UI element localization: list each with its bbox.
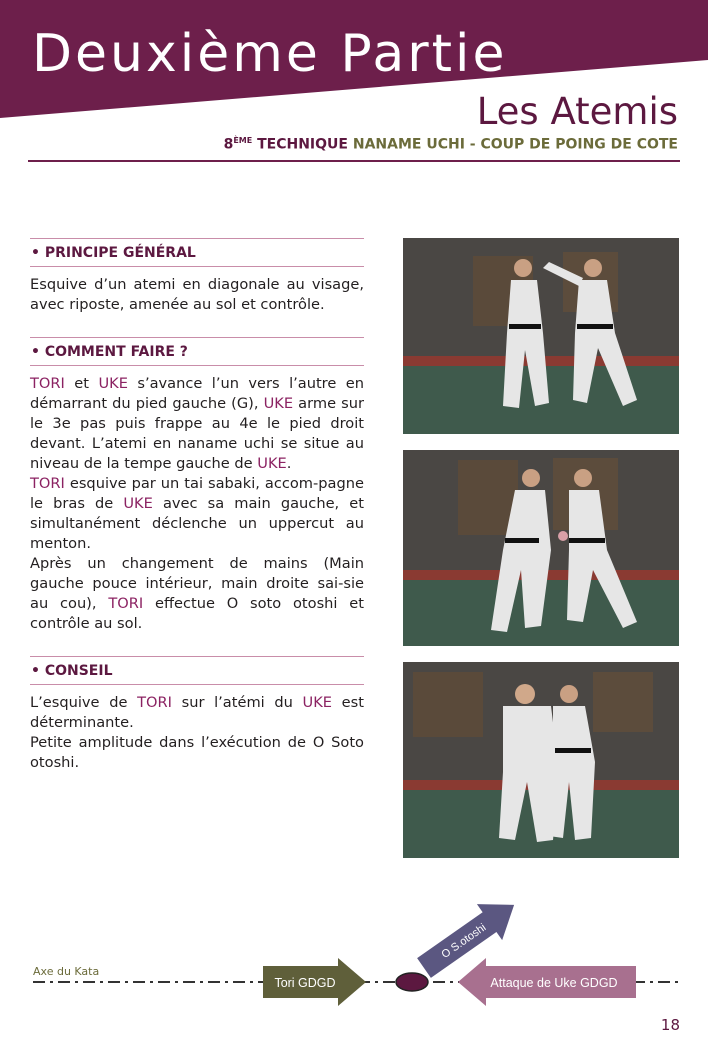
comment-heading: • COMMENT FAIRE ? bbox=[30, 337, 364, 366]
text-run: sur l’atémi du bbox=[171, 694, 303, 711]
technique-word: TECHNIQUE bbox=[257, 136, 348, 153]
tori-name: TORI bbox=[108, 595, 144, 612]
text-run: effectue O soto otoshi et contrôle au sol. bbox=[30, 595, 364, 632]
conseil-heading: • CONSEIL bbox=[30, 656, 364, 685]
principe-heading: • PRINCIPE GÉNÉRAL bbox=[30, 238, 364, 267]
text-column bbox=[30, 238, 364, 773]
uke-name: UKE bbox=[98, 375, 128, 392]
text-run: avec sa main gauche, et simultanément déclenche un uppercut au menton. bbox=[30, 495, 364, 552]
principe-body bbox=[30, 275, 364, 315]
text-run: et bbox=[64, 375, 99, 392]
technique-photo-3 bbox=[403, 662, 679, 858]
axis-label: Axe du Kata bbox=[33, 965, 100, 978]
conseil-paragraph-2: Petite amplitude dans l’exécution de O Soto otoshi. bbox=[30, 734, 364, 771]
section-title: Les Atemis bbox=[476, 90, 678, 133]
text-run: s’avance l’un vers l’autre en démarrant du pied gauche (G), bbox=[30, 375, 364, 412]
tori-arrow bbox=[263, 958, 366, 1006]
text-run: esquive par un tai sabaki, accom-pagne le bras de bbox=[30, 475, 364, 512]
conseil-body bbox=[30, 693, 364, 773]
comment-paragraph-1 bbox=[30, 374, 364, 474]
uke-name: UKE bbox=[263, 395, 294, 412]
tori-name: TORI bbox=[30, 475, 65, 492]
text-run: Après un changement de mains (Main gauche pouce intérieur, main droite sai-sie au cou), bbox=[30, 555, 364, 612]
text-run: est déterminante. bbox=[30, 694, 364, 731]
technique-photo-2 bbox=[403, 450, 679, 646]
meeting-point-marker bbox=[396, 973, 428, 991]
kata-axis-diagram bbox=[0, 880, 708, 1020]
technique-name: NANAME UCHI - COUP DE POING DE COTE bbox=[352, 136, 678, 153]
uke-arrow-label: Attaque de Uke GDGD bbox=[490, 976, 618, 990]
technique-number-suffix: ÈME bbox=[233, 136, 253, 145]
tori-name: TORI bbox=[30, 375, 65, 392]
text-run: L’esquive de bbox=[30, 694, 138, 711]
comment-paragraph-3 bbox=[30, 554, 364, 634]
technique-number: 8 bbox=[223, 136, 234, 153]
page-number: 18 bbox=[660, 1016, 680, 1034]
tori-name: TORI bbox=[137, 694, 172, 711]
uke-name: UKE bbox=[302, 694, 333, 711]
text-run: . bbox=[286, 455, 292, 472]
uke-arrow bbox=[458, 958, 636, 1006]
oso-arrow-label: O S.otoshi bbox=[439, 921, 489, 961]
uke-name: UKE bbox=[123, 495, 153, 512]
text-run: arme sur le 3e pas puis frappe au 4e le pied droit devant. L’atemi en naname uchi se situe au niveau de la tempe gauche de bbox=[30, 395, 364, 472]
part-title: Deuxième Partie bbox=[32, 24, 508, 84]
principe-text: Esquive d’un atemi en diagonale au visage, avec riposte, amenée au sol et contrôle. bbox=[30, 276, 364, 313]
comment-paragraph-2 bbox=[30, 474, 364, 554]
technique-heading bbox=[224, 136, 678, 153]
header-rule bbox=[28, 160, 680, 162]
tori-arrow-label: Tori GDGD bbox=[274, 976, 336, 990]
conseil-paragraph-1 bbox=[30, 693, 364, 733]
technique-photo-1 bbox=[403, 238, 679, 434]
uke-name: UKE bbox=[257, 455, 287, 472]
comment-body bbox=[30, 374, 364, 634]
